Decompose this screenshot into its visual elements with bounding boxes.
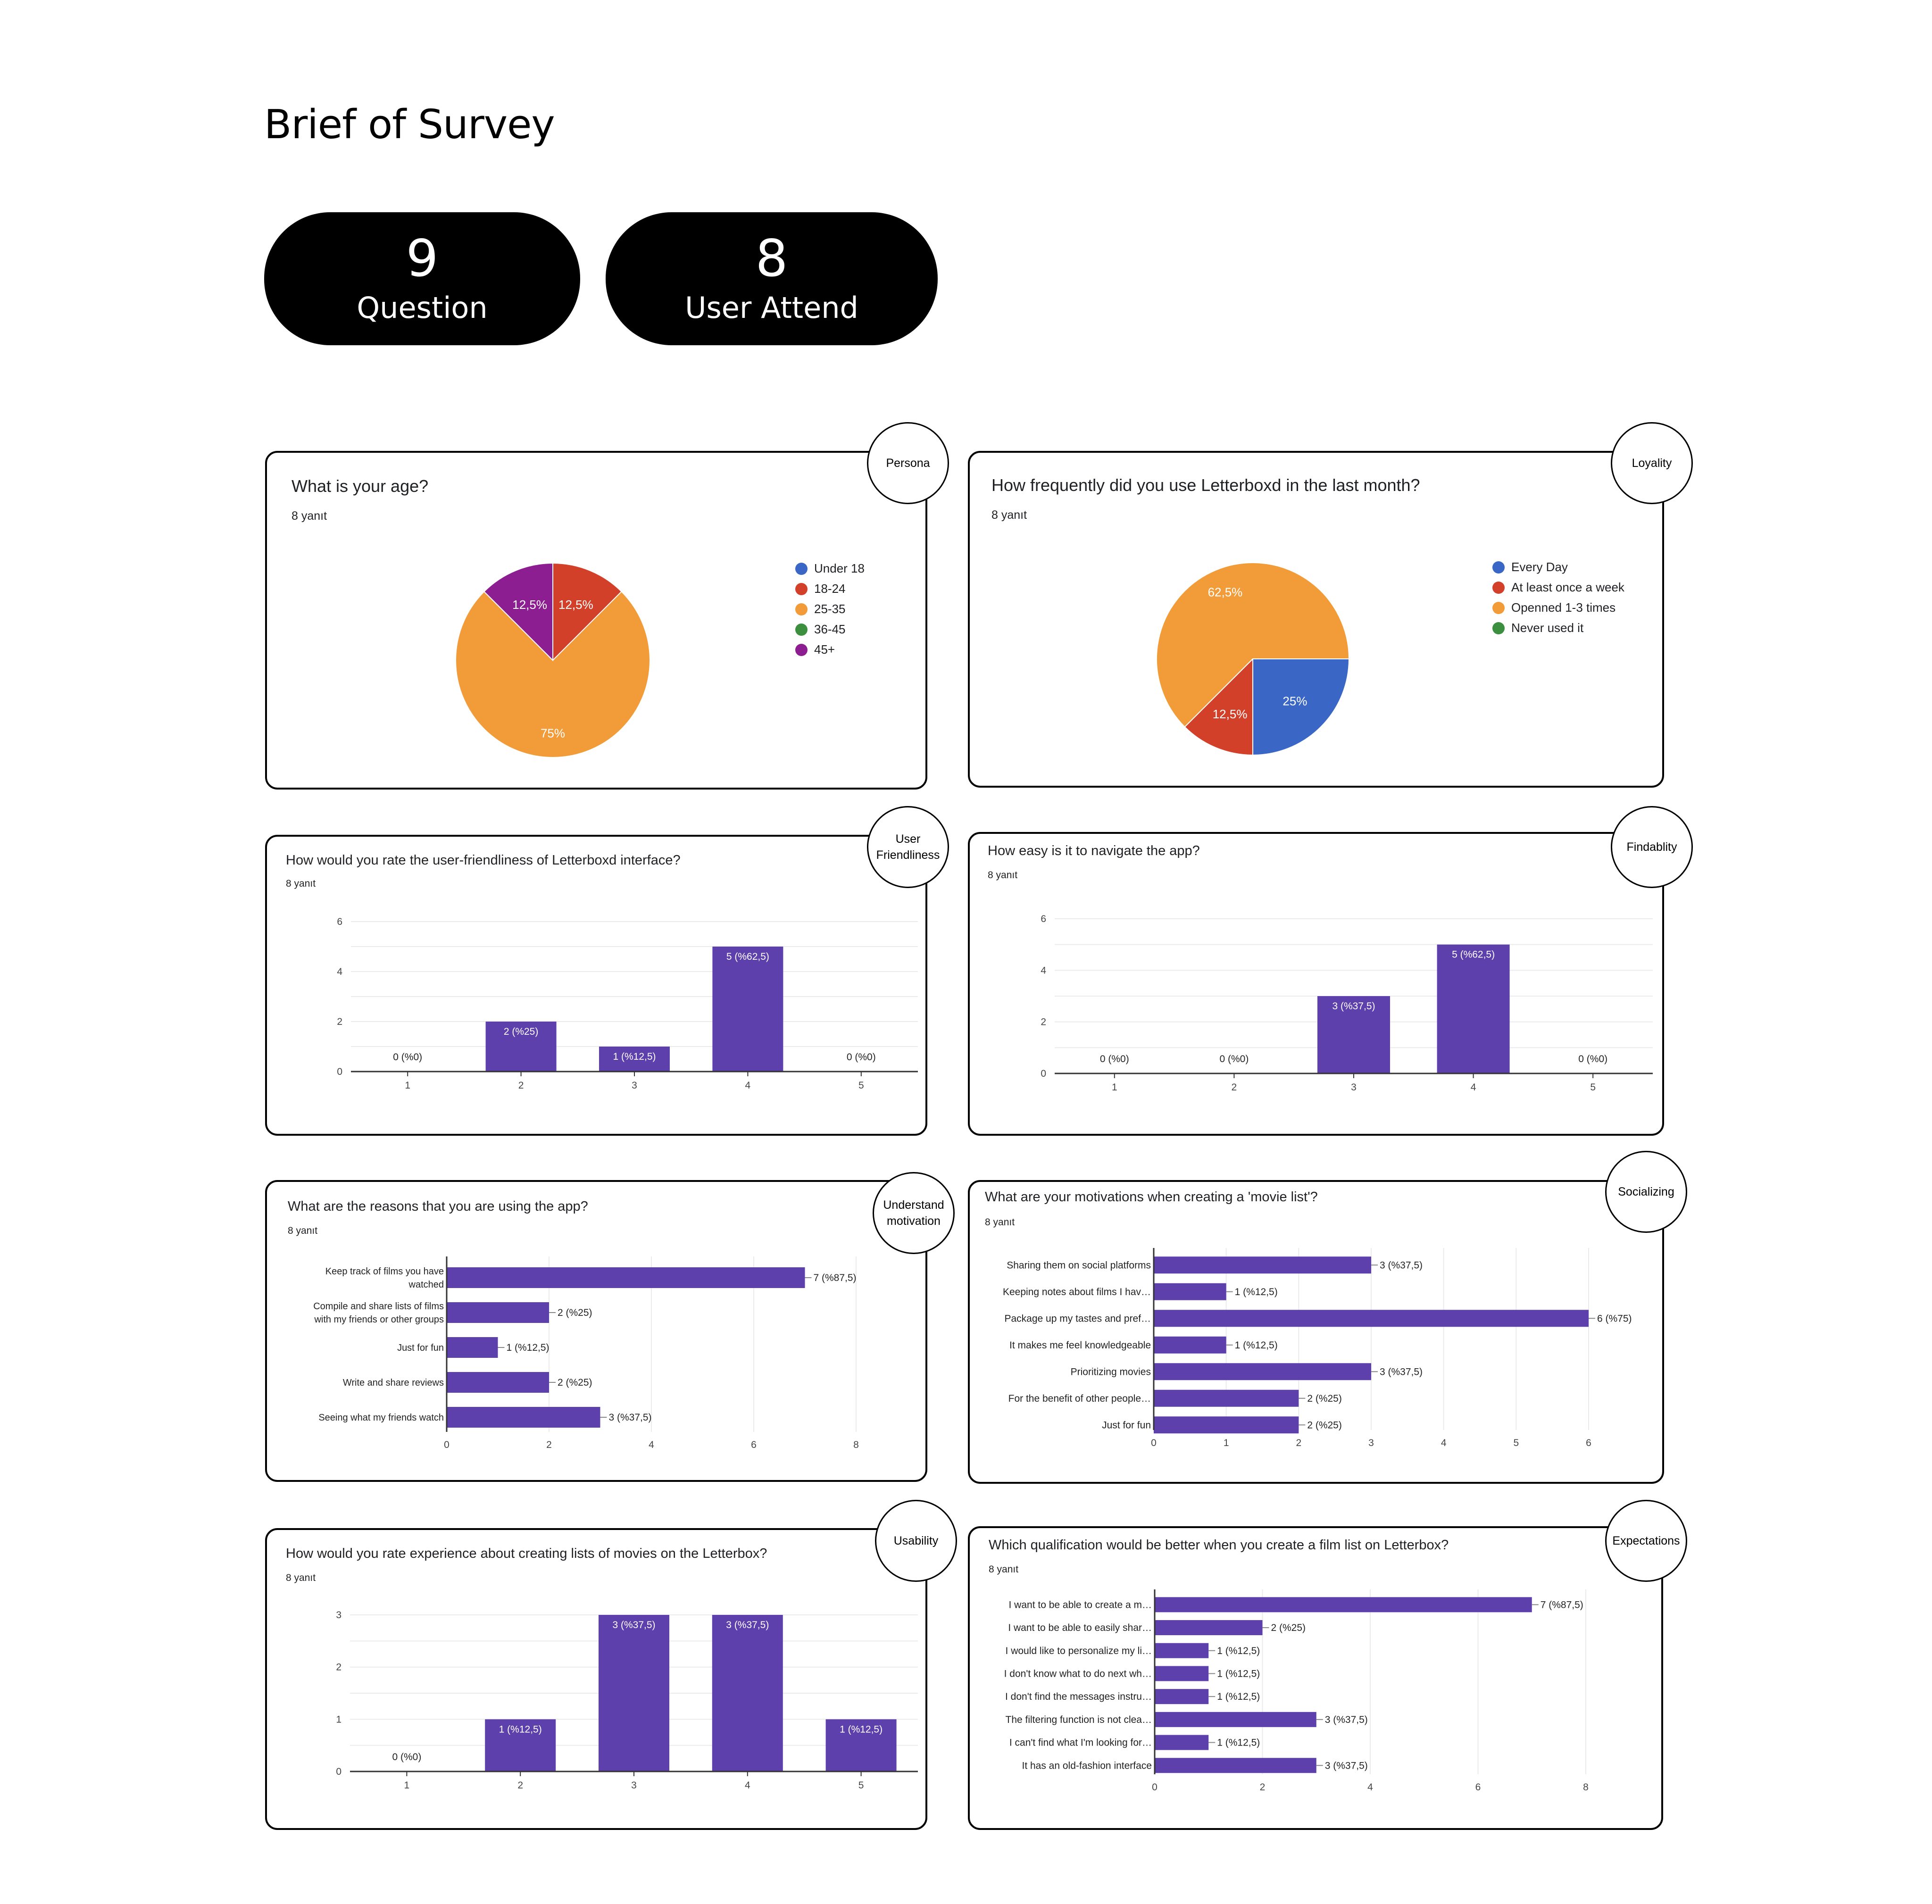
y-category-label: I don't know what to do next wh…: [1004, 1668, 1152, 1680]
bar-value-label: 1 (%12,5): [1234, 1339, 1278, 1351]
legend-item: [1492, 618, 1624, 638]
bar-value-label: 1 (%12,5): [840, 1724, 883, 1735]
response-count: 8 yanıt: [291, 509, 327, 523]
card-title: How would you rate experience about creating lists of movies on the Letterbox?: [286, 1546, 767, 1561]
qualification-card: [968, 1526, 1663, 1830]
bar: [1155, 1712, 1316, 1727]
bar-value-label: 3 (%37,5): [608, 1412, 652, 1423]
question-count-label: Question: [357, 291, 488, 325]
legend-item: [1492, 598, 1624, 618]
y-tick-label: 2: [336, 1662, 341, 1673]
usability-tag: Usability: [875, 1500, 957, 1582]
question-count-pill: [264, 212, 580, 345]
y-tick-label: 4: [337, 966, 342, 977]
card-title: Which qualification would be better when you create a film list on Letterbox?: [989, 1538, 1449, 1553]
response-count: 8 yanıt: [288, 1225, 318, 1236]
y-category-label: Sharing them on social platforms: [1007, 1260, 1151, 1271]
legend-label: Every Day: [1511, 560, 1568, 574]
x-tick-label: 1: [404, 1780, 410, 1791]
legend-item: [795, 558, 865, 579]
card-title: How would you rate the user-friendliness of Letterboxd interface?: [286, 853, 681, 868]
y-tick-label: 0: [337, 1066, 342, 1077]
legend-label: Never used it: [1511, 621, 1584, 635]
x-tick-label: 0: [1152, 1782, 1158, 1793]
navigation-card: [968, 832, 1664, 1136]
persona-tag: Persona: [867, 422, 949, 504]
x-tick-label: 0: [444, 1439, 450, 1450]
bar-value-label: 0 (%0): [1219, 1054, 1249, 1064]
bar-value-label: 3 (%37,5): [1380, 1260, 1423, 1271]
x-tick-label: 6: [1586, 1438, 1591, 1448]
y-tick-label: 0: [336, 1766, 341, 1777]
x-tick-label: 8: [1583, 1782, 1589, 1793]
card-title: How frequently did you use Letterboxd in the last month?: [991, 475, 1420, 495]
x-tick-label: 2: [546, 1439, 552, 1450]
bar-value-label: 2 (%25): [1307, 1420, 1342, 1431]
x-tick-label: 3: [1368, 1438, 1374, 1448]
y-category-label: Package up my tastes and pref…: [1004, 1313, 1151, 1324]
bar-value-label: 1 (%12,5): [1234, 1286, 1278, 1297]
y-category-label: I would like to personalize my li…: [1005, 1645, 1152, 1656]
findablity-tag: Findablity: [1611, 806, 1693, 888]
y-category-label: watched: [408, 1280, 444, 1290]
card-title: How easy is it to navigate the app?: [988, 843, 1200, 858]
bar: [1437, 945, 1510, 1073]
legend-label: At least once a week: [1511, 580, 1624, 594]
y-category-label: I can't find what I'm looking for…: [1009, 1737, 1152, 1748]
bar-value-label: 2 (%25): [558, 1307, 592, 1318]
x-tick-label: 1: [405, 1080, 411, 1091]
bar-value-label: 0 (%0): [846, 1052, 876, 1063]
x-tick-label: 2: [1259, 1782, 1266, 1793]
legend-label: 25-35: [814, 602, 846, 616]
legend-item: [795, 619, 865, 640]
legend-swatch: [795, 583, 808, 595]
bar-value-label: 3 (%37,5): [726, 1620, 769, 1630]
y-category-label: Keeping notes about films I hav…: [1002, 1286, 1151, 1297]
legend-item: [795, 599, 865, 619]
slice-label: 12,5%: [558, 598, 593, 612]
card-title: What are the reasons that you are using the app?: [288, 1199, 588, 1214]
bar: [1155, 1735, 1208, 1750]
navigation-bar-chart: [970, 834, 1666, 1138]
y-tick-label: 0: [1041, 1068, 1046, 1079]
x-tick-label: 5: [858, 1080, 864, 1091]
x-tick-label: 4: [745, 1080, 751, 1091]
x-tick-label: 5: [858, 1780, 864, 1791]
loyality-tag: Loyality: [1611, 422, 1693, 504]
y-category-label: with my friends or other groups: [314, 1314, 444, 1325]
bar: [1154, 1363, 1371, 1380]
y-category-label: Just for fun: [1102, 1420, 1151, 1431]
list-experience-card: [265, 1528, 927, 1830]
legend-swatch: [795, 603, 808, 615]
bar: [1155, 1620, 1263, 1635]
legend-label: Under 18: [814, 561, 865, 575]
response-count: 8 yanıt: [988, 870, 1018, 881]
bar: [447, 1267, 805, 1288]
bar: [1154, 1337, 1226, 1354]
y-category-label: For the benefit of other people…: [1008, 1393, 1151, 1404]
bar-value-label: 0 (%0): [392, 1752, 422, 1763]
x-tick-label: 5: [1590, 1082, 1596, 1093]
user-attend-value: 8: [755, 229, 788, 288]
x-tick-label: 0: [1151, 1438, 1157, 1448]
y-category-label: Keep track of films you have: [325, 1266, 444, 1277]
bar-value-label: 3 (%37,5): [1332, 1001, 1375, 1012]
card-title: What is your age?: [291, 476, 429, 496]
y-category-label: Write and share reviews: [342, 1378, 444, 1388]
motivations-bar-chart: [970, 1182, 1666, 1486]
y-category-label: I want to be able to create a m…: [1008, 1599, 1152, 1611]
user-attend-label: User Attend: [685, 291, 858, 325]
y-category-label: Prioritizing movies: [1070, 1366, 1151, 1378]
slice-label: 25%: [1282, 694, 1307, 708]
bar: [599, 1615, 669, 1771]
legend-label: Openned 1-3 times: [1511, 600, 1616, 615]
frequency-legend: [1492, 557, 1624, 638]
user-attend-pill: [606, 212, 938, 345]
age-legend: [795, 558, 865, 660]
bar: [1155, 1643, 1208, 1658]
bar: [1155, 1758, 1316, 1773]
legend-item: [1492, 577, 1624, 598]
bar-value-label: 1 (%12,5): [613, 1051, 656, 1062]
x-tick-label: 3: [632, 1080, 637, 1091]
bar-value-label: 2 (%25): [503, 1026, 539, 1037]
bar-value-label: 3 (%37,5): [1380, 1366, 1423, 1378]
bar-value-label: 6 (%75): [1597, 1313, 1632, 1324]
legend-item: [1492, 557, 1624, 577]
expectations-tag: Expectations: [1605, 1500, 1687, 1582]
bar: [447, 1372, 549, 1393]
bar-value-label: 3 (%37,5): [612, 1620, 656, 1630]
frequency-card: [968, 451, 1664, 788]
y-category-label: It makes me feel knowledgeable: [1009, 1339, 1151, 1351]
response-count: 8 yanıt: [989, 1564, 1019, 1575]
y-tick-label: 6: [1041, 914, 1046, 924]
bar-value-label: 1 (%12,5): [1217, 1691, 1260, 1703]
x-tick-label: 8: [853, 1439, 859, 1450]
legend-label: 45+: [814, 642, 835, 657]
motivations-card: [968, 1180, 1664, 1484]
y-category-label: Seeing what my friends watch: [318, 1413, 444, 1423]
bar-value-label: 3 (%37,5): [1324, 1760, 1368, 1771]
legend-swatch: [795, 563, 808, 575]
bar: [1154, 1256, 1371, 1273]
legend-item: [795, 579, 865, 599]
bar: [1155, 1689, 1208, 1704]
bar: [447, 1302, 549, 1323]
bar: [1154, 1390, 1299, 1407]
user-friendliness-tag: User Friendliness: [867, 806, 949, 888]
bar-value-label: 0 (%0): [393, 1052, 423, 1063]
bar-value-label: 7 (%87,5): [813, 1272, 857, 1283]
bar-value-label: 3 (%37,5): [1324, 1714, 1368, 1725]
bar: [1154, 1310, 1589, 1327]
y-category-label: I don't find the messages instru…: [1005, 1691, 1152, 1703]
y-tick-label: 4: [1041, 965, 1046, 976]
slice-label: 12,5%: [1212, 707, 1248, 721]
bar-value-label: 1 (%12,5): [506, 1342, 550, 1353]
x-tick-label: 4: [744, 1780, 750, 1791]
bar-value-label: 7 (%87,5): [1540, 1599, 1583, 1611]
bar: [1154, 1283, 1226, 1300]
y-category-label: The filtering function is not clea…: [1005, 1714, 1152, 1725]
y-tick-label: 2: [337, 1016, 342, 1027]
bar-value-label: 1 (%12,5): [1217, 1645, 1260, 1656]
user-friendliness-bar-chart: [267, 837, 929, 1138]
bar-value-label: 5 (%62,5): [1452, 949, 1495, 960]
y-tick-label: 3: [336, 1610, 341, 1621]
bar: [712, 947, 783, 1072]
x-tick-label: 1: [1223, 1438, 1229, 1448]
x-tick-label: 4: [1441, 1438, 1447, 1448]
bar-value-label: 1 (%12,5): [1217, 1668, 1260, 1680]
x-tick-label: 2: [1296, 1438, 1302, 1448]
bar: [1154, 1416, 1299, 1433]
page-title: Brief of Survey: [264, 101, 555, 148]
x-tick-label: 3: [1351, 1082, 1357, 1093]
slice-label: 62,5%: [1208, 585, 1243, 599]
bar: [712, 1615, 783, 1771]
legend-item: [795, 640, 865, 660]
qualification-bar-chart: [970, 1528, 1665, 1832]
legend-swatch: [1492, 602, 1505, 614]
user-friendliness-card: [265, 835, 927, 1136]
response-count: 8 yanıt: [286, 1572, 316, 1583]
response-count: 8 yanıt: [985, 1217, 1015, 1228]
socializing-tag: Socializing: [1605, 1151, 1687, 1233]
y-category-label: Just for fun: [397, 1343, 444, 1353]
x-tick-label: 6: [1475, 1782, 1481, 1793]
x-tick-label: 4: [649, 1439, 654, 1450]
x-tick-label: 5: [1513, 1438, 1519, 1448]
legend-swatch: [795, 644, 808, 656]
response-count: 8 yanıt: [991, 508, 1027, 522]
legend-swatch: [1492, 561, 1505, 574]
age-card: [265, 451, 927, 790]
legend-label: 18-24: [814, 582, 846, 596]
x-tick-label: 6: [751, 1439, 757, 1450]
bar-value-label: 1 (%12,5): [1217, 1737, 1260, 1748]
bar-value-label: 5 (%62,5): [726, 951, 769, 962]
slice-label: 75%: [540, 726, 566, 740]
y-tick-label: 2: [1041, 1016, 1046, 1028]
y-tick-label: 1: [336, 1714, 341, 1725]
x-tick-label: 1: [1111, 1082, 1117, 1093]
question-count-value: 9: [406, 229, 439, 288]
slice-label: 12,5%: [512, 598, 547, 612]
x-tick-label: 2: [1231, 1082, 1237, 1093]
bar-value-label: 0 (%0): [1578, 1054, 1608, 1064]
reasons-card: [265, 1180, 927, 1482]
legend-label: 36-45: [814, 622, 846, 636]
y-category-label: Compile and share lists of films: [313, 1301, 444, 1312]
list-experience-bar-chart: [267, 1530, 929, 1832]
bar: [447, 1407, 600, 1428]
legend-swatch: [1492, 582, 1505, 594]
legend-swatch: [1492, 622, 1505, 634]
bar-value-label: 2 (%25): [558, 1377, 592, 1388]
bar-value-label: 1 (%12,5): [499, 1724, 542, 1735]
legend-swatch: [795, 624, 808, 636]
bar: [1155, 1666, 1208, 1681]
bar: [447, 1337, 498, 1358]
response-count: 8 yanıt: [286, 878, 316, 889]
bar: [1155, 1597, 1532, 1612]
x-tick-label: 2: [518, 1080, 524, 1091]
y-category-label: I want to be able to easily shar…: [1008, 1622, 1152, 1634]
x-tick-label: 2: [517, 1780, 524, 1791]
card-title: What are your motivations when creating a 'movie list'?: [985, 1189, 1318, 1205]
bar-value-label: 2 (%25): [1307, 1393, 1342, 1404]
x-tick-label: 4: [1367, 1782, 1373, 1793]
reasons-bar-chart: [267, 1182, 929, 1484]
y-tick-label: 6: [337, 916, 342, 927]
bar-value-label: 2 (%25): [1271, 1622, 1306, 1634]
understand-motivation-tag: Understand motivation: [873, 1172, 955, 1254]
x-tick-label: 3: [631, 1780, 637, 1791]
y-category-label: It has an old-fashion interface: [1022, 1760, 1152, 1771]
bar-value-label: 0 (%0): [1099, 1054, 1129, 1064]
x-tick-label: 4: [1470, 1082, 1476, 1093]
